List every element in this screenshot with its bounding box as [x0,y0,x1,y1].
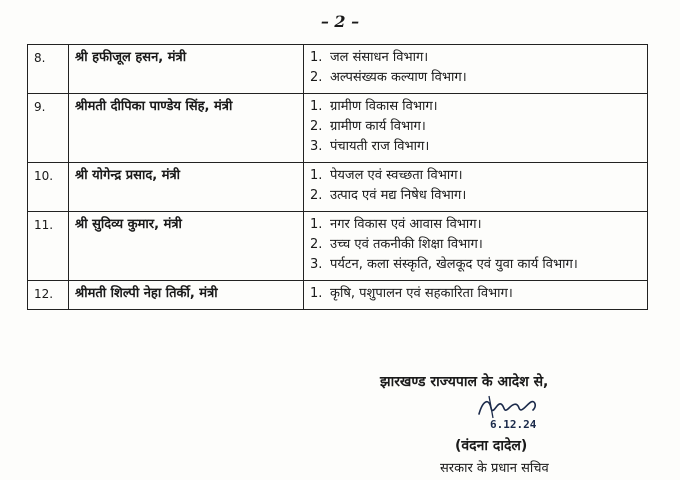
department-item [310,137,641,157]
department-name: ग्रामीण विकास विभाग। [330,99,438,114]
department-item [310,284,641,304]
department-number: 2. [310,237,323,252]
department-number: 3. [310,257,323,272]
department-number: 3. [310,139,323,154]
governor-order-line: झारखण्ड राज्यपाल के आदेश से, [380,374,549,390]
department-item [310,235,641,255]
minister-row [28,94,648,163]
department-name: नगर विकास एवं आवास विभाग। [330,217,482,232]
department-name: कृषि, पशुपालन एवं सहकारिता विभाग। [330,286,513,301]
department-number: 1. [310,168,323,183]
minister-name: श्रीमती शिल्पी नेहा तिर्की, मंत्री [69,281,304,310]
department-list [304,212,648,281]
department-name: उच्च एवं तकनीकी शिक्षा विभाग। [330,237,483,252]
department-number: 2. [310,188,323,203]
department-list [304,45,648,94]
department-name: अल्पसंख्यक कल्याण विभाग। [330,70,467,85]
serial-number: 8. [28,45,69,94]
department-item [310,97,641,117]
signature-date: 6.12.24 [490,418,537,431]
department-item [310,166,641,186]
minister-name: श्री हफीजूल हसन, मंत्री [69,45,304,94]
department-number: 1. [310,217,323,232]
department-name: ग्रामीण कार्य विभाग। [330,119,426,134]
ministers-table [27,44,648,310]
minister-name: श्री सुदिव्य कुमार, मंत्री [69,212,304,281]
department-name: पंचायती राज विभाग। [330,139,430,154]
department-item [310,117,641,137]
minister-row [28,212,648,281]
serial-number: 10. [28,163,69,212]
ministers-table-body [28,45,648,310]
minister-row [28,45,648,94]
department-number: 1. [310,99,323,114]
department-item [310,48,641,68]
minister-name: श्री योगेन्द्र प्रसाद, मंत्री [69,163,304,212]
page-number: – 2 – [320,12,360,31]
department-item [310,255,641,275]
serial-number: 12. [28,281,69,310]
department-number: 1. [310,50,323,65]
department-list [304,281,648,310]
serial-number: 11. [28,212,69,281]
department-item [310,68,641,88]
minister-row [28,163,648,212]
minister-row [28,281,648,310]
department-name: उत्पाद एवं मद्य निषेध विभाग। [330,188,467,203]
serial-number: 9. [28,94,69,163]
department-number: 2. [310,119,323,134]
minister-name: श्रीमती दीपिका पाण्डेय सिंह, मंत्री [69,94,304,163]
signatory-title: सरकार के प्रधान सचिव [440,461,549,476]
department-item [310,215,641,235]
department-item [310,186,641,206]
signatory-name: (वंदना दादेल) [455,438,528,454]
department-list [304,94,648,163]
department-name: पेयजल एवं स्वच्छता विभाग। [330,168,463,183]
department-number: 2. [310,70,323,85]
department-list [304,163,648,212]
department-name: पर्यटन, कला संस्कृति, खेलकूद एवं युवा कार्य विभाग। [330,257,578,272]
department-number: 1. [310,286,323,301]
department-name: जल संसाधन विभाग। [330,50,429,65]
